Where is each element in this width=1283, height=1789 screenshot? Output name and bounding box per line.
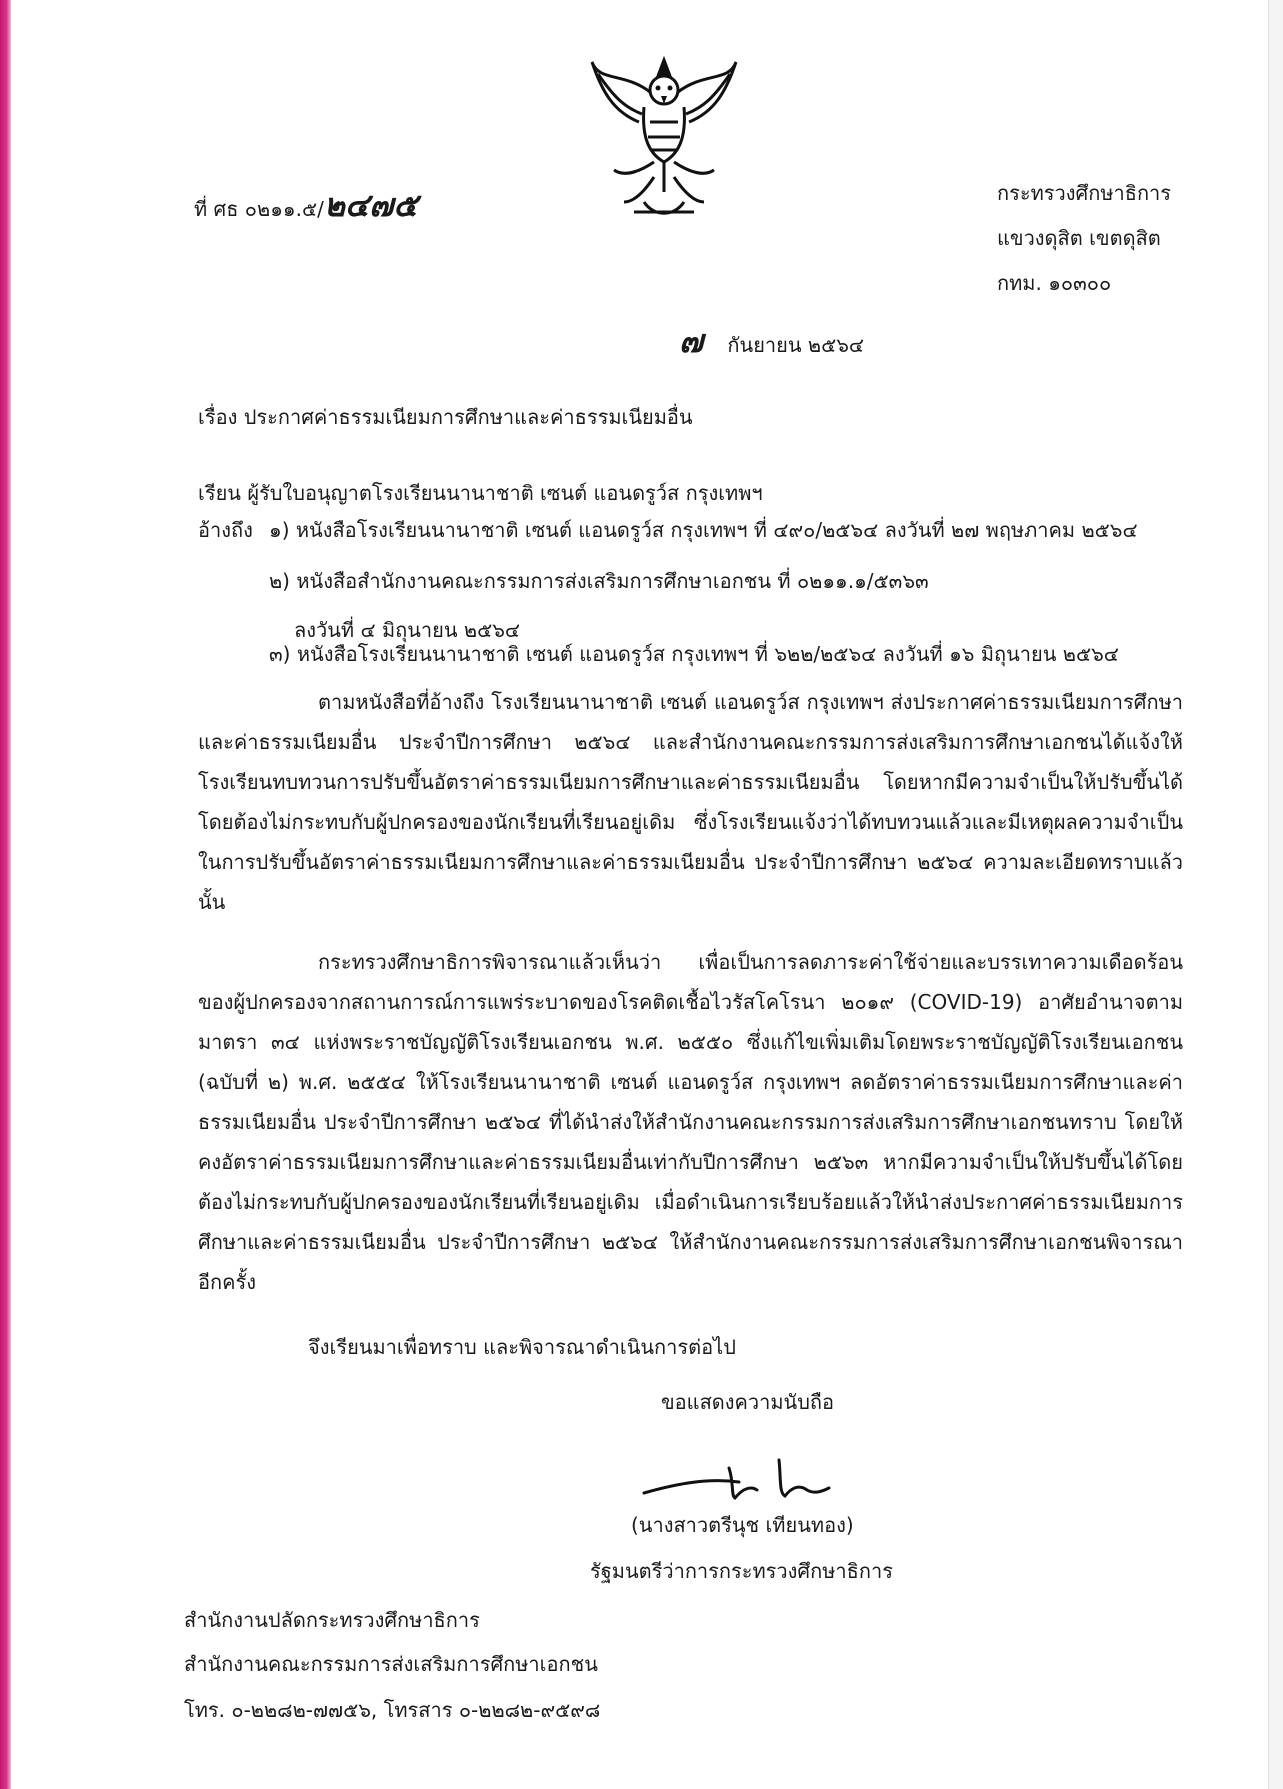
date-day-handwritten: ๗: [679, 322, 704, 360]
ref-number-handwritten: ๒๔๗๕: [323, 186, 418, 224]
footer-office-2: สำนักงานคณะกรรมการส่งเสริมการศึกษาเอกชน: [184, 1652, 598, 1676]
recipient-line: เรียน ผู้รับใบอนุญาตโรงเรียนนานาชาติ เซนต์ แอนดรูว์ส กรุงเทพฯ: [198, 481, 763, 505]
issuer-address-line2: แขวงดุสิต เขตดุสิต: [997, 226, 1161, 250]
reference-item-1: ๑) หนังสือโรงเรียนนานาชาติ เซนต์ แอนดรูว์ส กรุงเทพฯ ที่ ๔๙๐/๒๕๖๔ ลงวันที่ ๒๗ พฤษภาคม ๒๕๖๔: [269, 518, 1138, 542]
reference-item-2: ๒) หนังสือสำนักงานคณะกรรมการส่งเสริมการศึกษาเอกชน ที่ ๐๒๑๑.๑/๕๓๖๓: [269, 569, 929, 593]
signatory-name: (นางสาวตรีนุช เทียนทอง): [631, 1513, 854, 1537]
salutation: ขอแสดงความนับถือ: [661, 1390, 835, 1414]
issuer-address-line3: กทม. ๑๐๓๐๐: [997, 271, 1112, 295]
footer-office-1: สำนักงานปลัดกระทรวงศึกษาธิการ: [184, 1608, 480, 1632]
letter-page: [14, 0, 1268, 1789]
page-right-edge: [1268, 0, 1283, 1789]
body-paragraph-1: ตามหนังสือที่อ้างถึง โรงเรียนนานาชาติ เซนต์ แอนดรูว์ส กรุงเทพฯ ส่งประกาศค่าธรรมเนียมการศึกษาและค่าธรรมเนียมอื่น ประจำปีการศึกษา ๒๕๖๔ และสำนักงานคณะกรรมการส่งเสริมการศึกษาเอกชนได้แจ้งให้โรงเรียนทบทวนการปรับขึ้นอัตราค่าธรรมเนียมการศึกษาและค่าธรรมเนียมอื่น โดยหากมีความจำเป็นให้ปรับขึ้นได้ โดยต้องไม่กระทบกับผู้ปกครองของนักเรียนที่เรียนอยู่เดิม ซึ่งโรงเรียนแจ้งว่าได้ทบทวนแล้วและมีเหตุผลความจำเป็นในการปรับขึ้นอัตราค่าธรรมเนียมการศึกษาและค่าธรรมเนียมอื่น ประจำปีการศึกษา ๒๕๖๔ ความละเอียดทราบแล้ว นั้น: [198, 690, 1183, 914]
body-paragraph-2: กระทรวงศึกษาธิการพิจารณาแล้วเห็นว่า เพื่อเป็นการลดภาระค่าใช้จ่ายและบรรเทาความเดือดร้อนของผู้ปกครองจากสถานการณ์การแพร่ระบาดของโรคติดเชื้อไวรัสโคโรนา ๒๐๑๙ (COVID-19) อาศัยอำนาจตามมาตรา ๓๔ แห่งพระราชบัญญัติโรงเรียนเอกชน พ.ศ. ๒๕๕๐ ซึ่งแก้ไขเพิ่มเติมโดยพระราชบัญญัติโรงเรียนเอกชน (ฉบับที่ ๒) พ.ศ. ๒๕๕๔ ให้โรงเรียนนานาชาติ เซนต์ แอนดรูว์ส กรุงเทพฯ ลดอัตราค่าธรรมเนียมการศึกษาและค่าธรรมเนียมอื่น ประจำปีการศึกษา ๒๕๖๔ ที่ได้นำส่งให้สำนักงานคณะกรรมการส่งเสริมการศึกษาเอกชนทราบ โดยให้คงอัตราค่าธรรมเนียมการศึกษาและค่าธรรมเนียมอื่นเท่ากับปีการศึกษา ๒๕๖๓ หากมีความจำเป็นให้ปรับขึ้นได้โดยต้องไม่กระทบกับผู้ปกครองของนักเรียนที่เรียนอยู่เดิม เมื่อดำเนินการเรียบร้อยแล้วให้นำส่งประกาศค่าธรรมเนียมการศึกษาและค่าธรรมเนียมอื่น ประจำปีการศึกษา ๒๕๖๔ ให้สำนักงานคณะกรรมการส่งเสริมการศึกษาเอกชนพิจารณาอีกครั้ง: [198, 950, 1183, 1294]
page-left-edge: [0, 0, 11, 1789]
ref-prefix: ที่ ศธ ๐๒๑๑.๕/: [194, 197, 324, 221]
issuer-address-line1: กระทรวงศึกษาธิการ: [997, 181, 1172, 205]
letter-date: [679, 322, 865, 360]
references-label: อ้างถึง: [198, 518, 253, 542]
signatory-title: รัฐมนตรีว่าการกระทรวงศึกษาธิการ: [590, 1559, 893, 1583]
garuda-emblem-icon: [584, 52, 744, 227]
subject-line: เรื่อง ประกาศค่าธรรมเนียมการศึกษาและค่าธรรมเนียมอื่น: [198, 405, 693, 429]
ref-line: [194, 186, 418, 224]
footer-contact: โทร. ๐-๒๒๘๒-๗๗๕๖, โทรสาร ๐-๒๒๘๒-๙๕๙๘: [184, 1698, 601, 1722]
handwritten-signature: [639, 1448, 839, 1508]
reference-item-3: ๓) หนังสือโรงเรียนนานาชาติ เซนต์ แอนดรูว์ส กรุงเทพฯ ที่ ๖๒๒/๒๕๖๔ ลงวันที่ ๑๖ มิถุนายน ๒๕๖๔: [269, 642, 1119, 666]
date-month-year: กันยายน ๒๕๖๔: [727, 333, 865, 357]
closing-line: จึงเรียนมาเพื่อทราบ และพิจารณาดำเนินการต่อไป: [308, 1335, 736, 1359]
reference-item-2-date: ลงวันที่ ๔ มิถุนายน ๒๕๖๔: [294, 618, 521, 642]
